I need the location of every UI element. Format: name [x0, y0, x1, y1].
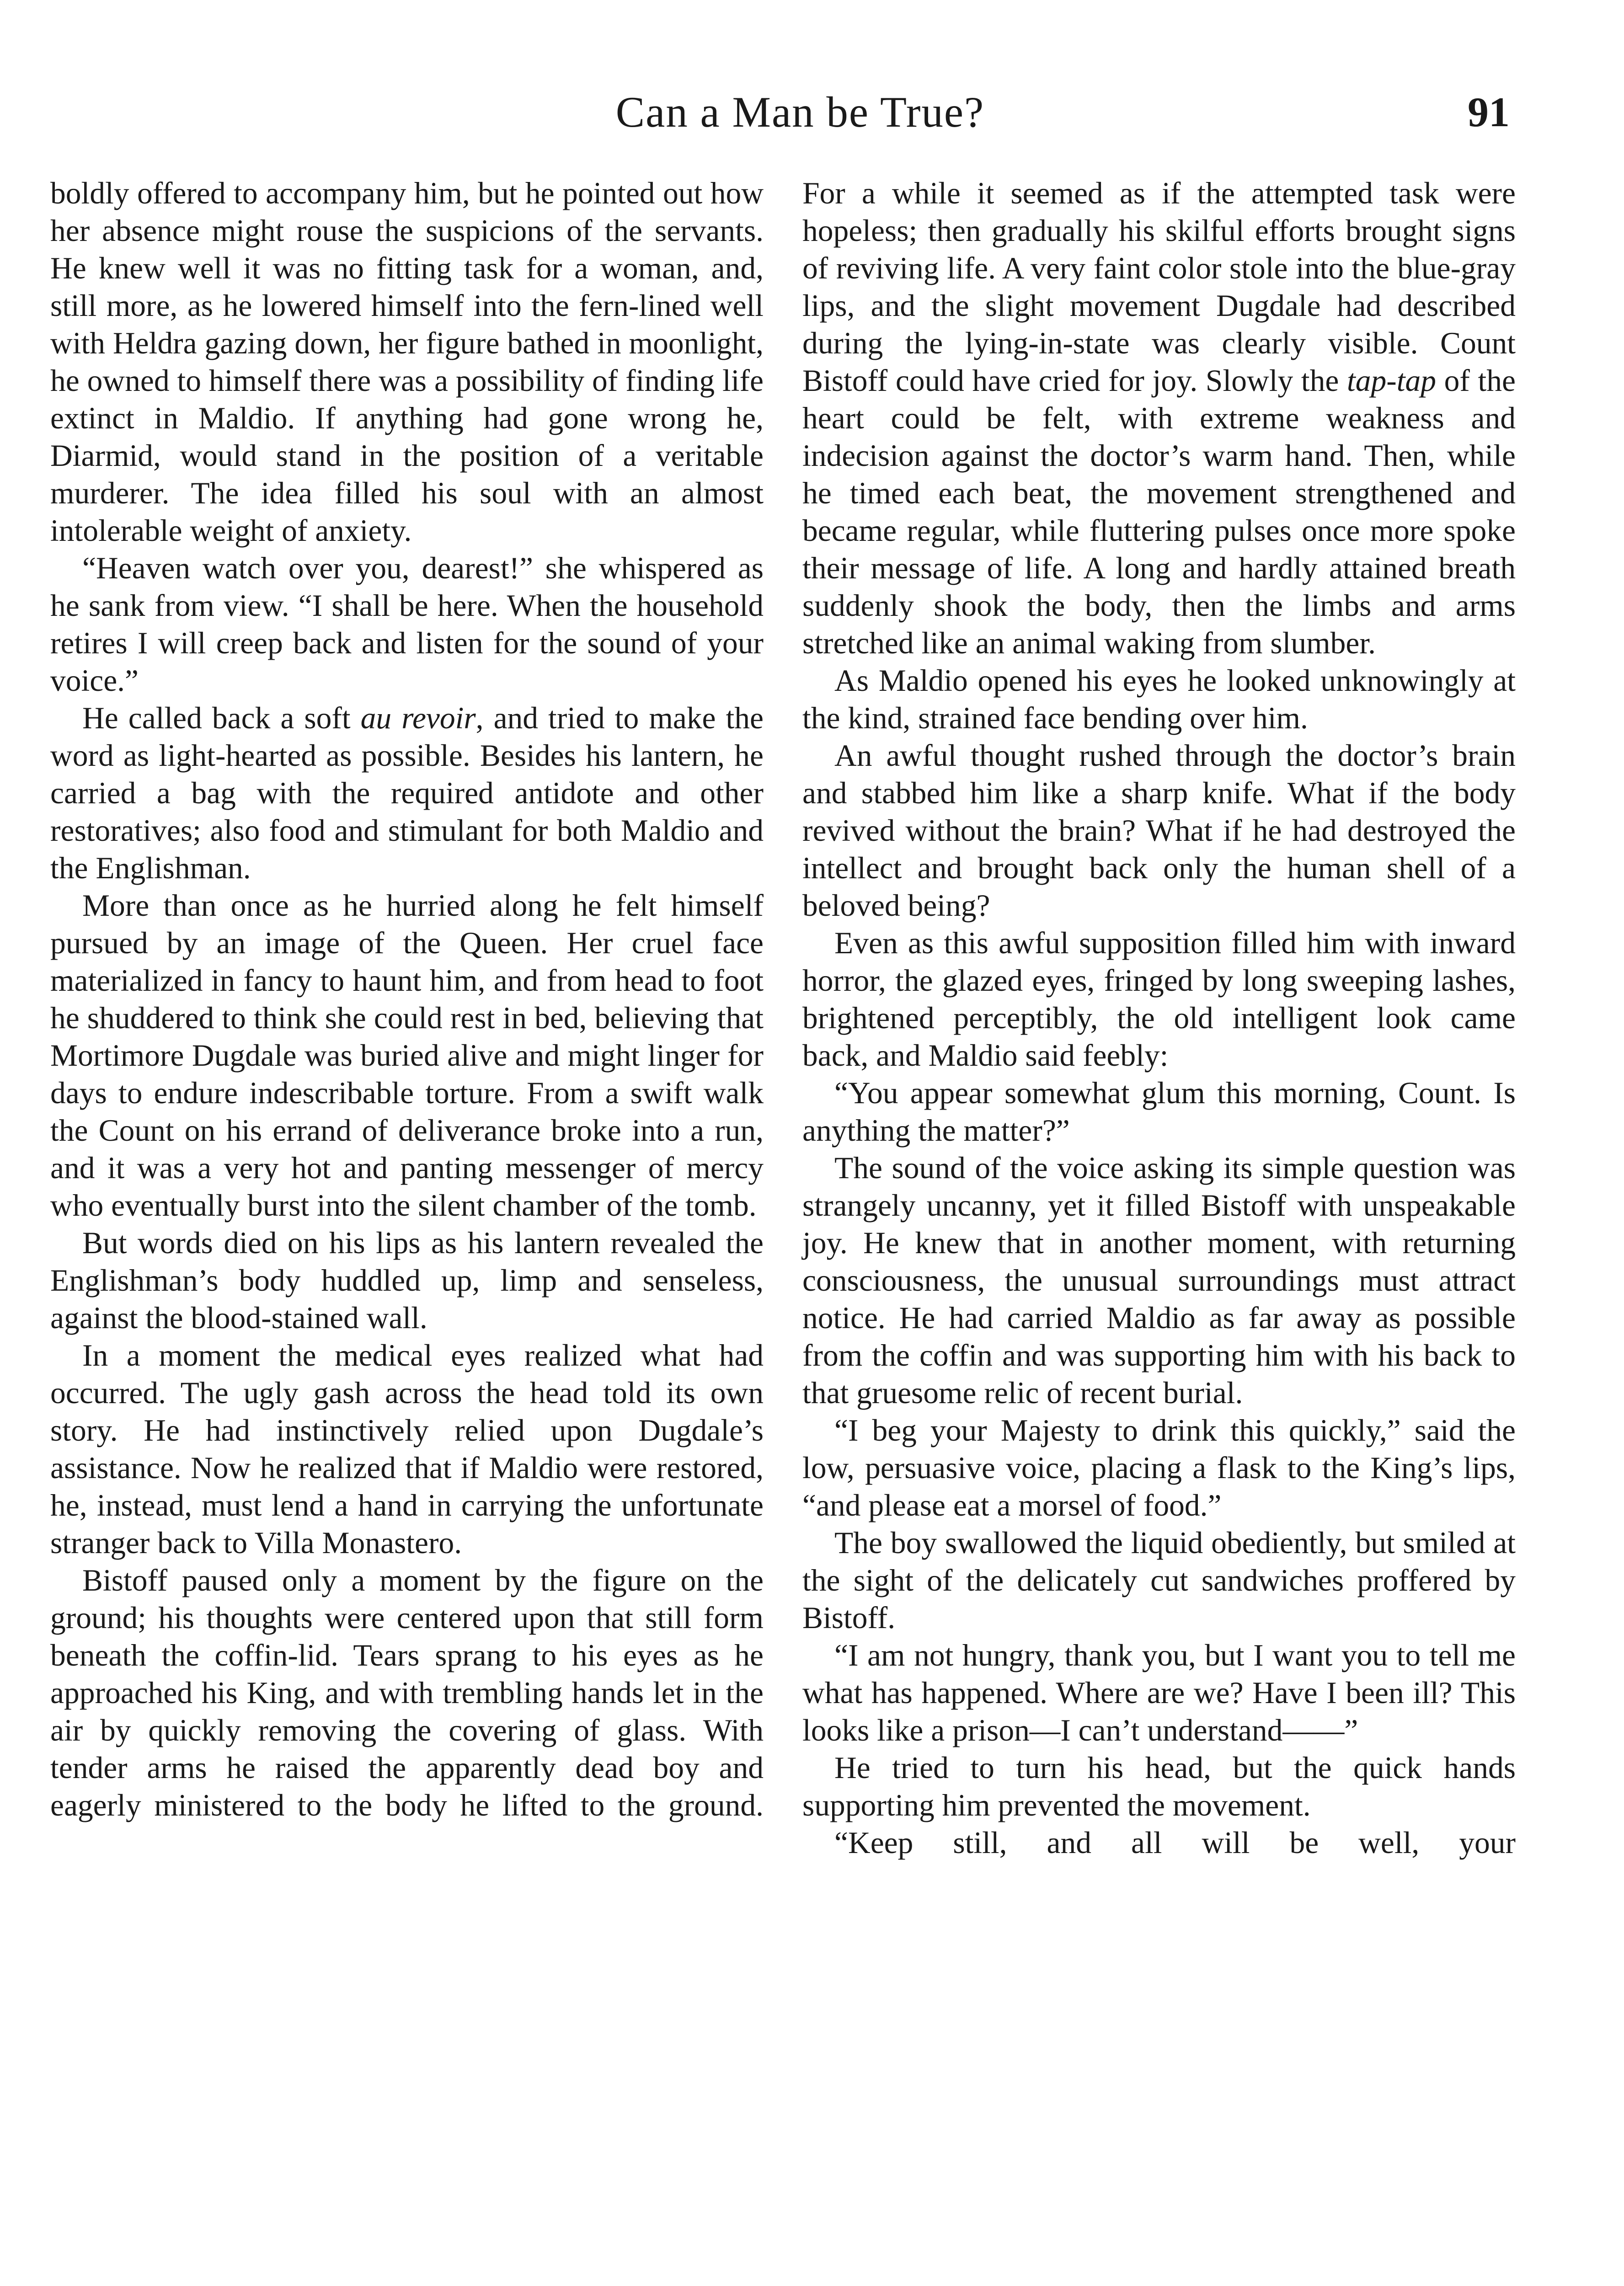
right-column — [802, 175, 1516, 1862]
paragraph: “You appear somewhat glum this morning, Count. Is anything the matter?” — [802, 1076, 1516, 1148]
italic-phrase: au revoir — [360, 701, 476, 735]
running-title: Can a Man be True? — [615, 88, 985, 136]
paragraph: The sound of the voice asking its simple question was strangely uncanny, yet it filled Bistoff with unspeakable joy. He knew that in another moment, with returning consciousness, the unusual surroundings must attract notice. He had carried Maldio as far away as possible from the coffin and was supporting him with his back to that gruesome relic of recent burial. — [802, 1151, 1516, 1410]
page-header — [0, 80, 1624, 144]
paragraph: Even as this awful supposition filled him with inward horror, the glazed eyes, fringed by long sweeping lashes, brightened perceptibly, the old intelligent look came back, and Maldio said feebly: — [802, 926, 1516, 1073]
paragraph: An awful thought rushed through the doctor’s brain and stabbed him like a sharp knife. What if the body revived without the brain? What if he had destroyed the intellect and brought back only the human shell of a beloved being? — [802, 738, 1516, 923]
paragraph: More than once as he hurried along he felt himself pursued by an image of the Queen. Her cruel face materialized in fancy to haunt him, and from head to foot he shuddered to think she could rest in bed, believing that Mortimore Dugdale was buried alive and might linger for days to endure indescribable torture. From a swift walk the Count on his errand of deliverance broke into a run, and it was a very hot and panting messenger of mercy who eventually burst into the silent chamber of the tomb. — [50, 888, 764, 1223]
paragraph: As Maldio opened his eyes he looked unknowingly at the kind, strained face bending over him. — [802, 663, 1516, 735]
paragraph: “Keep still, and all will be well, your — [834, 1826, 1516, 1860]
paragraph: The boy swallowed the liquid obediently, but smiled at the sight of the delicately cut sandwiches proffered by Bistoff. — [802, 1526, 1516, 1635]
paragraph: For a while it seemed as if the attempted task were hopeless; then gradually his skilful efforts brought signs of reviving life. A very faint color stole into the blue-gray lips, and the slight movement Dugdale had described during the lying-in-state was clearly visible. Count Bistoff could have cried for joy. Slowly the tap-tap of the heart could be felt, with extreme weakness and indecision against the doctor’s warm hand. Then, while he timed each beat, the movement strengthened and became regular, while fluttering pulses once more spoke their message of life. A long and hardly attained breath suddenly shook the body, then the limbs and arms stretched like an animal waking from slumber. — [802, 176, 1516, 660]
paragraph: He called back a soft au revoir, and tried to make the word as light-hearted as possible. Besides his lantern, he carried a bag with the required antidote and other restoratives; also food and stimulant for both Maldio and the Englishman. — [50, 701, 764, 885]
paragraph: “I am not hungry, thank you, but I want you to tell me what has happened. Where are we? Have I been ill? This looks like a prison—I can’t understand——” — [802, 1638, 1516, 1747]
italic-phrase: tap-tap — [1347, 363, 1436, 398]
paragraph: Bistoff paused only a moment by the figure on the ground; his thoughts were centered upon that still form beneath the coffin-lid. Tears sprang to his eyes as he approached his King, and with trembling hands let in the air by quickly removing the covering of glass. With tender arms he raised the apparently dead boy and eagerly ministered to the body he lifted to the ground. — [50, 1563, 764, 1822]
paragraph: “I beg your Majesty to drink this quickly,” said the low, persuasive voice, placing a flask to the King’s lips, “and please eat a morsel of food.” — [802, 1413, 1516, 1522]
paragraph: boldly offered to accompany him, but he pointed out how her absence might rouse the suspicions of the servants. He knew well it was no fitting task for a woman, and, still more, as he lowered himself into the fern-lined well with Heldra gazing down, her figure bathed in moonlight, he owned to himself there was a possibility of finding life extinct in Maldio. If anything had gone wrong he, Diarmid, would stand in the position of a veritable murderer. The idea filled his soul with an almost intolerable weight of anxiety. — [50, 176, 764, 548]
paragraph: In a moment the medical eyes realized what had occurred. The ugly gash across the head told its own story. He had instinctively relied upon Dugdale’s assistance. Now he realized that if Maldio were restored, he, instead, must lend a hand in carrying the unfortunate stranger back to Villa Monastero. — [50, 1338, 764, 1560]
left-column — [50, 175, 764, 1824]
paragraph: “Heaven watch over you, dearest!” she whispered as he sank from view. “I shall be here. When the household retires I will creep back and listen for the sound of your voice.” — [50, 551, 764, 698]
paragraph: He tried to turn his head, but the quick hands supporting him prevented the movement. — [802, 1751, 1516, 1822]
paragraph: But words died on his lips as his lantern revealed the Englishman’s body huddled up, limp and senseless, against the blood-stained wall. — [50, 1226, 764, 1335]
page-number: 91 — [1468, 89, 1510, 135]
